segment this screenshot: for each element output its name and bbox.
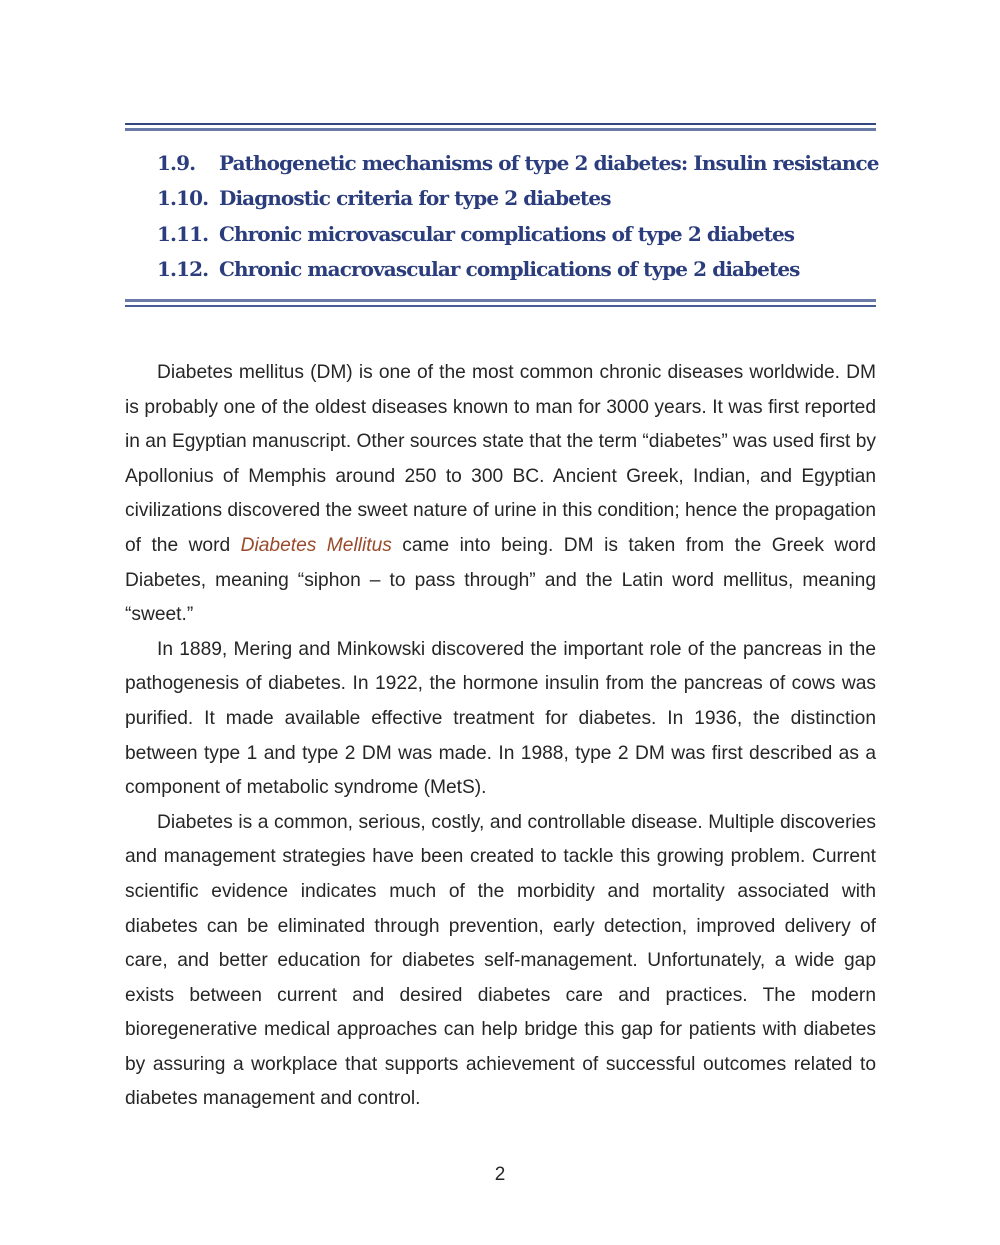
toc-item — [157, 145, 877, 181]
toc-item-number: 1.10. — [157, 186, 209, 211]
bottom-rule-line — [125, 299, 876, 302]
paragraph-history-origin — [125, 356, 876, 633]
toc-item — [157, 252, 877, 288]
latin-term: Diabetes Mellitus — [240, 534, 392, 556]
paragraph-text: Diabetes mellitus (DM) is one of the most common chronic diseases worldwide. DM is probably one of the oldest diseases known to man for 3000 years. It was first reported in an Egyptian manuscript. Other sources state that the term “diabetes” was used first by Apollonius of Memphis around 250 to 300 BC. Ancient Greek, Indian, and Egyptian civilizations discovered the sweet nature of urine in this condition; hence the propagation of the word — [125, 362, 876, 556]
toc-item-number: 1.9. — [157, 150, 196, 175]
page-number: 2 — [494, 1164, 506, 1185]
toc-item — [157, 181, 877, 217]
toc-item — [157, 216, 877, 252]
toc-item-title: Pathogenetic mechanisms of type 2 diabetes: Insulin resistance — [219, 150, 879, 175]
toc-item-number: 1.12. — [157, 257, 209, 282]
section-contents-list — [157, 145, 877, 287]
body-text — [125, 356, 876, 1117]
top-rule-line-secondary — [125, 128, 876, 131]
top-rule-line — [125, 123, 876, 125]
toc-item-title: Chronic macrovascular complications of type 2 diabetes — [219, 257, 800, 282]
bottom-rule-line-secondary — [125, 305, 876, 307]
toc-item-number: 1.11. — [157, 221, 209, 246]
paragraph-management: Diabetes is a common, serious, costly, and controllable disease. Multiple discoveries and management strategies have been created to tackle this growing problem. Current scientific evidence indicates much of the morbidity and mortality associated with diabetes can be eliminated through prevention, early detection, improved delivery of care, and better education for diabetes self-management. Unfortunately, a wide gap exists between current and desired diabetes care and practices. The modern bioregenerative medical approaches can help bridge this gap for patients with diabetes by assuring a workplace that supports achievement of successful outcomes related to diabetes management and control. — [125, 811, 876, 1110]
toc-item-title: Diagnostic criteria for type 2 diabetes — [219, 186, 611, 211]
toc-item-title: Chronic microvascular complications of type 2 diabetes — [219, 221, 795, 246]
paragraph-discoveries: In 1889, Mering and Minkowski discovered the important role of the pancreas in the pathogenesis of diabetes. In 1922, the hormone insulin from the pancreas of cows was purified. It made available effective treatment for diabetes. In 1936, the distinction between type 1 and type 2 DM was made. In 1988, type 2 DM was first described as a component of metabolic syndrome (MetS). — [125, 638, 876, 799]
paragraph-text: came into being. DM is taken from the Greek word Diabetes, meaning “siphon – to pass through” and the Latin word mellitus, meaning “sweet.” — [125, 534, 876, 626]
